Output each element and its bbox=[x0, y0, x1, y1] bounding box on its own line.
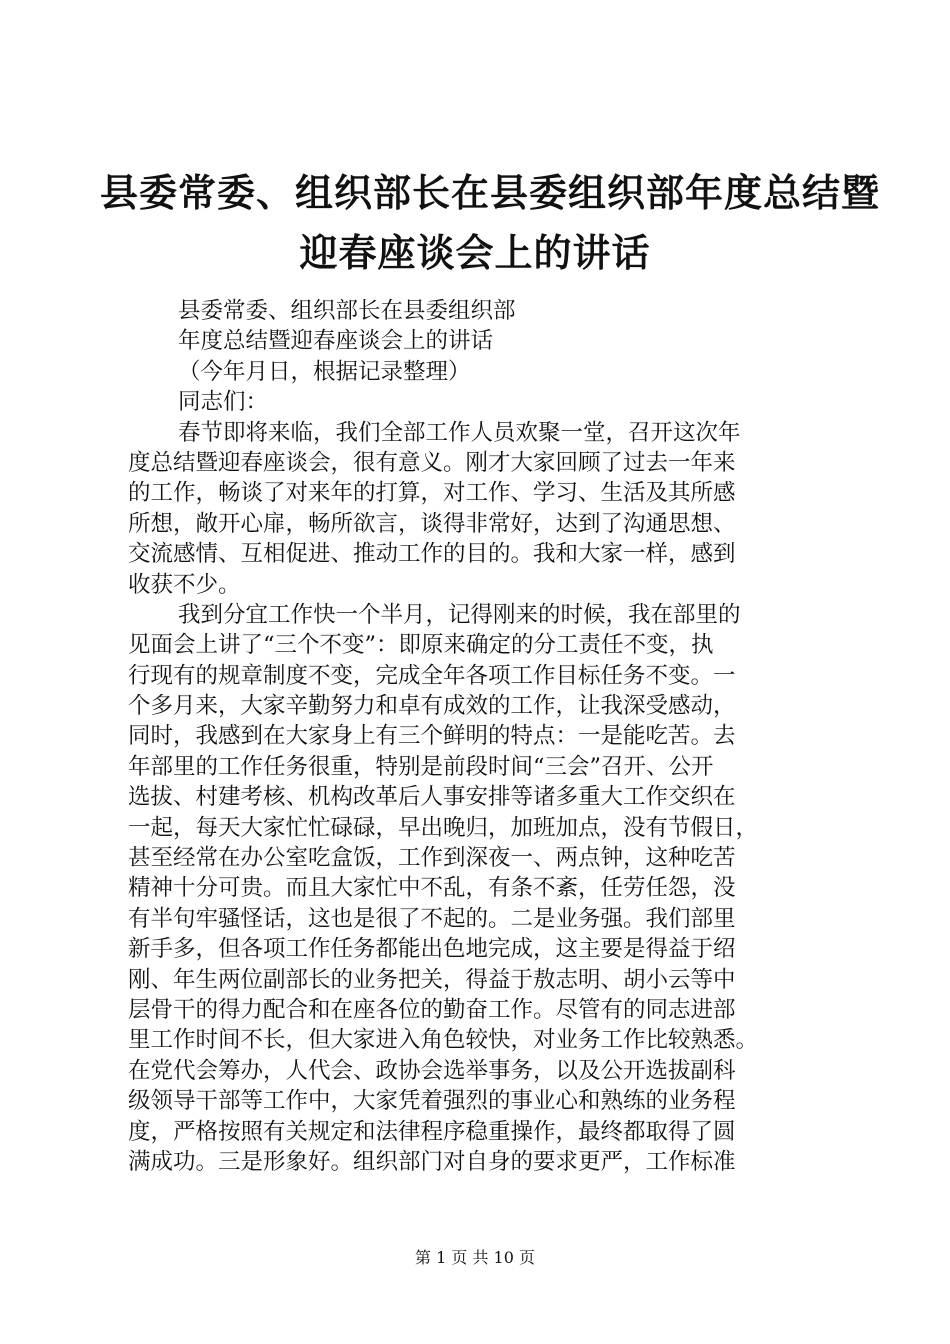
subtitle-line-2: 年度总结暨迎春座谈会上的讲话 bbox=[178, 328, 494, 355]
subtitle-line-1: 县委常委、组织部长在县委组织部 bbox=[178, 298, 516, 324]
body-line: 新手多，但各项工作任务都能出色地完成，这主要是得益于绍 bbox=[128, 936, 736, 963]
body-line: 同时，我感到在大家身上有三个鲜明的特点：一是能吃苦。去 bbox=[128, 723, 736, 750]
document-body bbox=[128, 296, 836, 1177]
body-line: 见面会上讲了“三个不变”：即原来确定的分工责任不变，执 bbox=[128, 632, 714, 659]
body-line: 甚至经常在办公室吃盒饭，工作到深夜一、两点钟，这种吃苦 bbox=[128, 845, 736, 872]
body-line: 度，严格按照有关规定和法律程序稳重操作，最终都取得了圆 bbox=[128, 1118, 736, 1145]
body-line: 一起，每天大家忙忙碌碌，早出晚归，加班加点，没有节假日， bbox=[128, 814, 759, 841]
date-note: （今年月日，根据记录整理） bbox=[178, 358, 471, 385]
body-line: 所想，敞开心扉，畅所欲言，谈得非常好，达到了沟通思想、 bbox=[128, 510, 736, 537]
body-line: 里工作时间不长，但大家进入角色较快，对业务工作比较熟悉。 bbox=[128, 1027, 759, 1054]
body-line: 有半句牢骚怪话，这也是很了不起的。二是业务强。我们部里 bbox=[128, 905, 736, 932]
body-line: 行现有的规章制度不变，完成全年各项工作目标任务不变。一 bbox=[128, 662, 736, 689]
body-line: 度总结暨迎春座谈会，很有意义。刚才大家回顾了过去一年来 bbox=[128, 449, 736, 476]
document-title-line-2: 迎春座谈会上的讲话 bbox=[299, 231, 651, 275]
body-line: 刚、年生两位副部长的业务把关，得益于敖志明、胡小云等中 bbox=[128, 966, 736, 993]
salutation: 同志们： bbox=[178, 389, 269, 416]
body-line: 精神十分可贵。而且大家忙中不乱，有条不紊，任劳任怨，没 bbox=[128, 875, 736, 902]
body-line: 在党代会筹办，人代会、政协会选举事务，以及公开选拔副科 bbox=[128, 1057, 736, 1084]
body-line: 个多月来，大家辛勤努力和卓有成效的工作，让我深受感动， bbox=[128, 693, 736, 720]
body-line: 交流感情、互相促进、推动工作的目的。我和大家一样，感到 bbox=[128, 541, 736, 568]
document-title-line-1: 县委常委、组织部长在县委组织部年度总结暨 bbox=[100, 171, 881, 215]
body-line: 选拔、村建考核、机构改革后人事安排等诸多重大工作交织在 bbox=[128, 784, 736, 811]
body-line: 年部里的工作任务很重，特别是前段时间“三会”召开、公开 bbox=[128, 753, 714, 780]
body-line: 收获不少。 bbox=[128, 571, 241, 598]
body-line: 级领导干部等工作中，大家凭着强烈的事业心和熟练的业务程 bbox=[128, 1088, 736, 1115]
body-line: 满成功。三是形象好。组织部门对自身的要求更严，工作标准 bbox=[128, 1148, 736, 1175]
body-line: 春节即将来临，我们全部工作人员欢聚一堂，召开这次年 bbox=[178, 419, 741, 446]
body-line: 的工作，畅谈了对来年的打算，对工作、学习、生活及其所感 bbox=[128, 480, 736, 507]
body-line: 层骨干的得力配合和在座各位的勤奋工作。尽管有的同志进部 bbox=[128, 996, 736, 1023]
body-line: 我到分宜工作快一个半月，记得刚来的时候，我在部里的 bbox=[178, 601, 741, 628]
page-number-footer: 第 1 页 共 10 页 bbox=[415, 1248, 535, 1267]
